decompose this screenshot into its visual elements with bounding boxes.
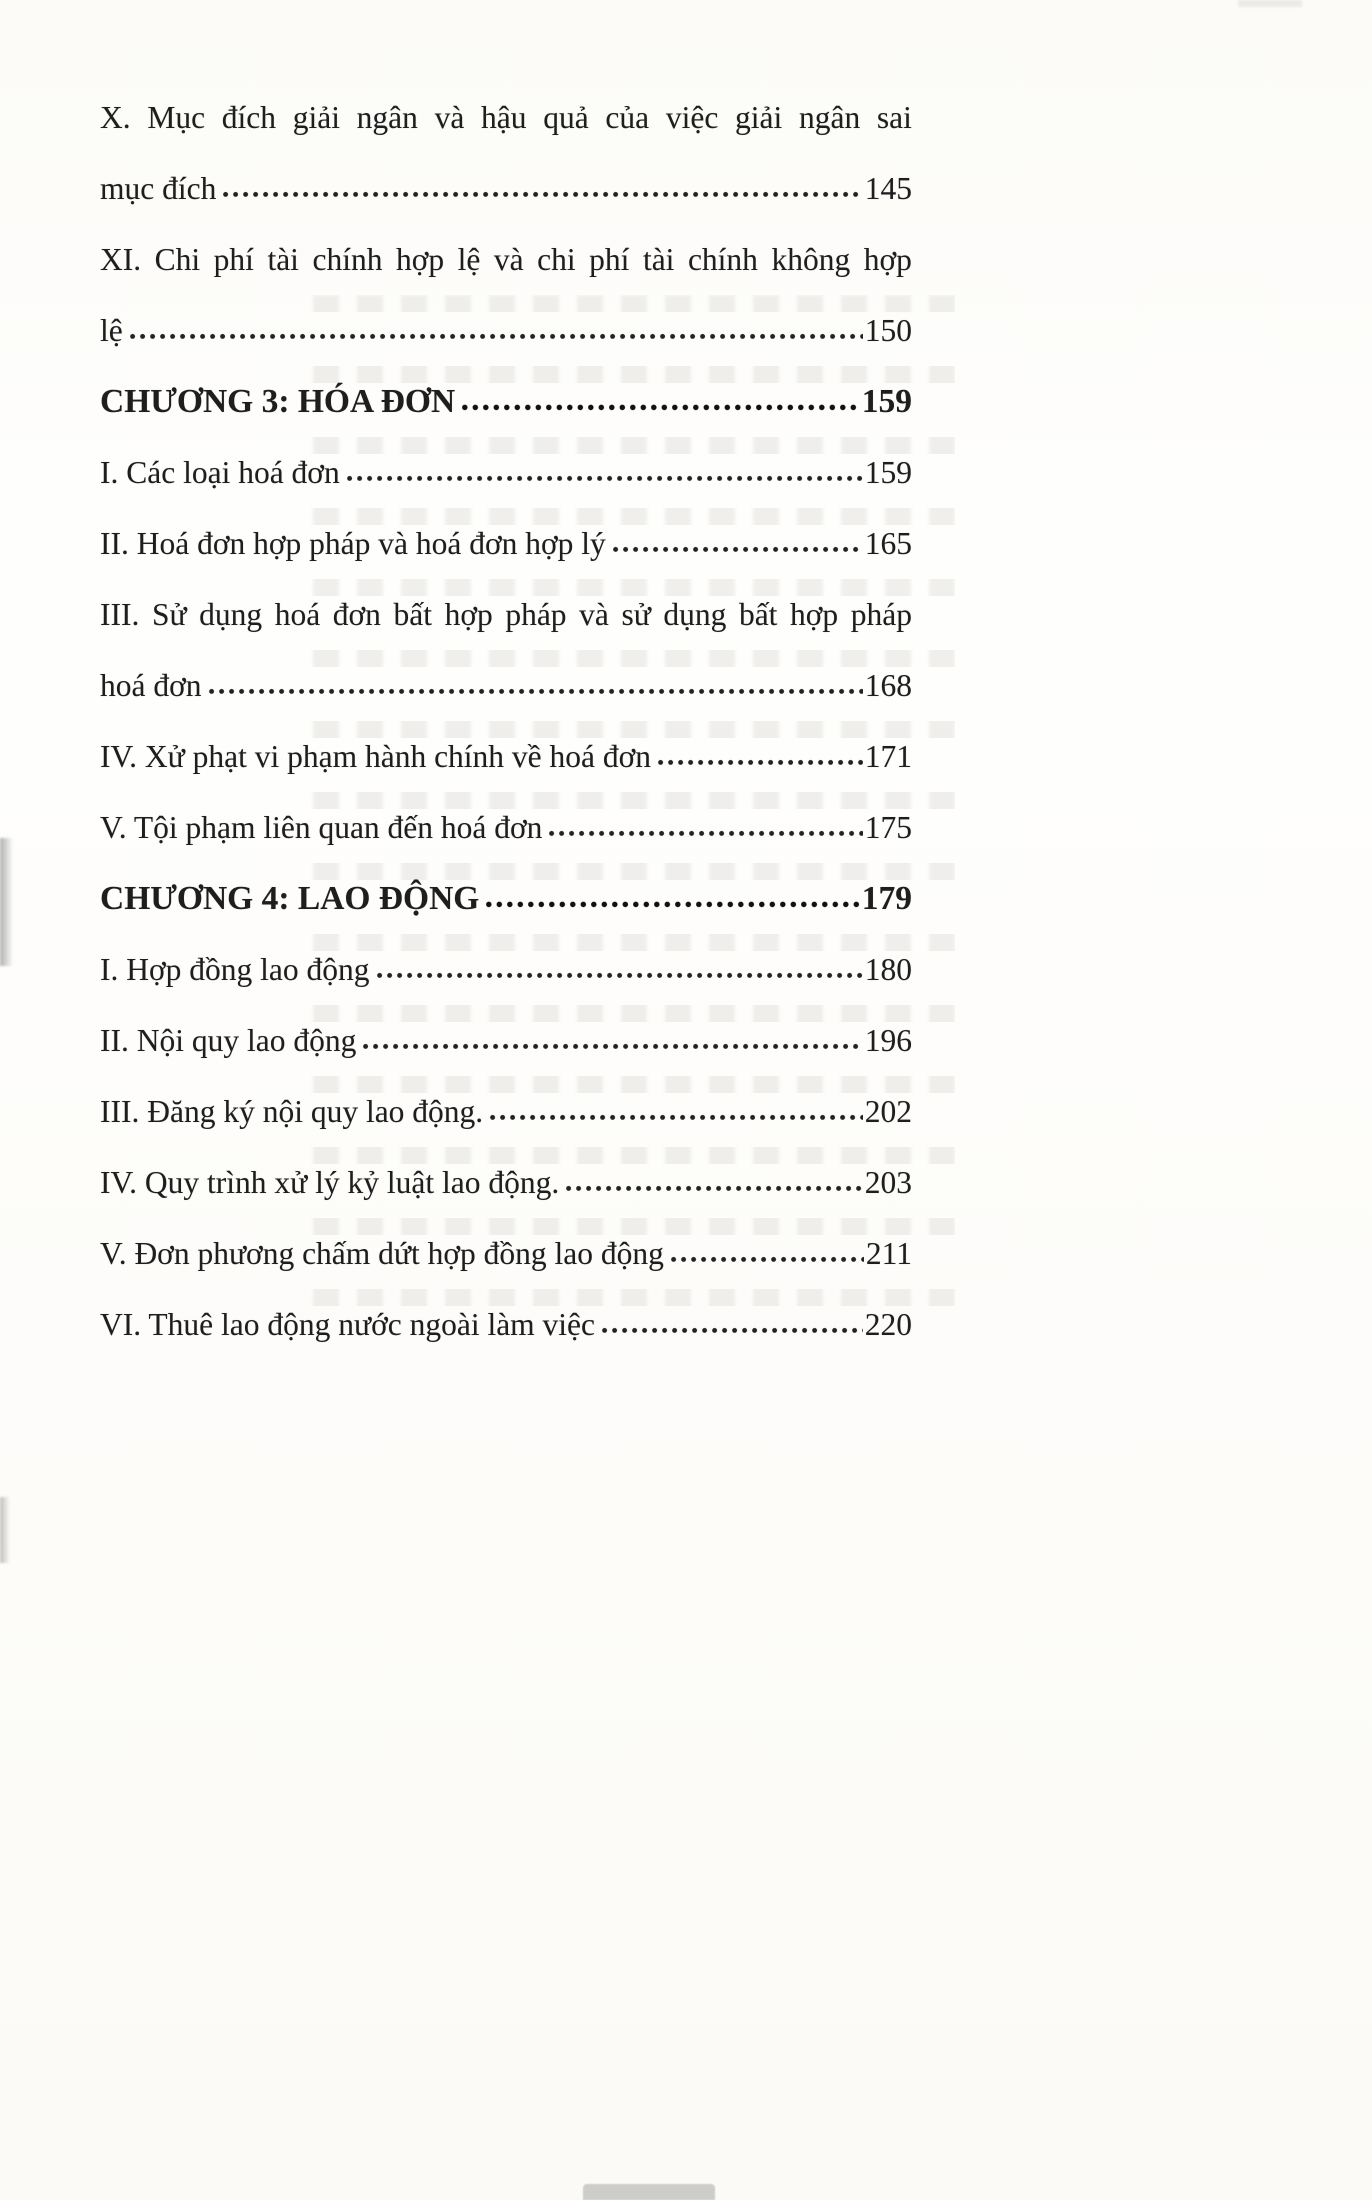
toc-line bbox=[100, 1218, 912, 1289]
toc-line bbox=[100, 1005, 912, 1076]
toc-entry-text: II. Nội quy lao động bbox=[100, 1023, 357, 1058]
toc-page-number: 165 bbox=[864, 526, 912, 561]
toc-line bbox=[100, 863, 912, 934]
toc-page-number: 196 bbox=[864, 1023, 912, 1058]
toc-page-number: 150 bbox=[864, 313, 912, 348]
toc-word: Chi bbox=[154, 242, 201, 277]
toc-entry-text: II. Hoá đơn hợp pháp và hoá đơn hợp lý bbox=[100, 526, 606, 561]
toc-entry-text bbox=[100, 579, 912, 650]
scan-bottom-artifact bbox=[583, 2184, 715, 2200]
toc-line bbox=[100, 721, 912, 792]
toc-word: giải bbox=[292, 100, 340, 135]
toc-line bbox=[100, 792, 912, 863]
toc-line bbox=[100, 437, 912, 508]
toc-word: bất bbox=[393, 597, 432, 632]
toc-line bbox=[100, 1076, 912, 1147]
toc-page-number: 179 bbox=[861, 880, 912, 917]
toc-word: hợp bbox=[790, 597, 839, 632]
toc-entry-text: IV. Quy trình xử lý kỷ luật lao động. bbox=[100, 1165, 560, 1200]
toc-word: giải bbox=[735, 100, 783, 135]
toc-word: lệ bbox=[457, 242, 481, 277]
toc-entry-text: CHƯƠNG 4: LAO ĐỘNG bbox=[100, 880, 480, 917]
toc-entry-text: I. Hợp đồng lao động bbox=[100, 952, 370, 987]
toc-word: chính bbox=[687, 242, 758, 277]
toc-word: tài bbox=[642, 242, 675, 277]
toc-line bbox=[100, 579, 912, 650]
toc-line bbox=[100, 1289, 912, 1360]
toc bbox=[100, 82, 912, 1360]
toc-word: sai bbox=[876, 100, 912, 135]
toc-word: Mục bbox=[147, 100, 206, 135]
toc-entry-text: VI. Thuê lao động nước ngoài làm việc bbox=[100, 1307, 596, 1342]
scan-edge-smudge bbox=[0, 1497, 10, 1563]
toc-page-number: 168 bbox=[864, 668, 912, 703]
toc-line bbox=[100, 153, 912, 224]
toc-word: quả bbox=[543, 100, 589, 135]
toc-word: tài bbox=[267, 242, 299, 277]
toc-dot-leader bbox=[490, 1113, 863, 1122]
toc-entry-text: III. Đăng ký nội quy lao động. bbox=[100, 1094, 484, 1129]
toc-entry-text: V. Tội phạm liên quan đến hoá đơn bbox=[100, 810, 543, 845]
toc-page-number: 159 bbox=[864, 455, 912, 490]
toc-line bbox=[100, 295, 912, 366]
toc-page-number: 171 bbox=[864, 739, 912, 774]
toc-page-number: 180 bbox=[864, 952, 912, 987]
toc-word: phí bbox=[589, 242, 630, 277]
toc-entry-text bbox=[100, 82, 912, 153]
toc-word: Sử bbox=[151, 597, 187, 632]
toc-page-number: 159 bbox=[861, 383, 912, 420]
toc-line bbox=[100, 1147, 912, 1218]
toc-word: sử bbox=[621, 597, 651, 632]
toc-word: đơn bbox=[332, 597, 381, 632]
toc-word: dụng bbox=[199, 597, 263, 632]
toc-dot-leader bbox=[130, 332, 863, 341]
toc-word: việc bbox=[665, 100, 719, 135]
toc-dot-leader bbox=[347, 474, 863, 483]
toc-page-number: 203 bbox=[864, 1165, 912, 1200]
toc-word: pháp bbox=[505, 597, 567, 632]
toc-entry-text: I. Các loại hoá đơn bbox=[100, 455, 340, 490]
toc-line bbox=[100, 82, 912, 153]
toc-line bbox=[100, 224, 912, 295]
toc-word: đích bbox=[221, 100, 277, 135]
toc-word: pháp bbox=[850, 597, 912, 632]
toc-dot-leader bbox=[486, 900, 859, 909]
toc-dot-leader bbox=[223, 190, 862, 199]
toc-word: ngân bbox=[356, 100, 418, 135]
toc-dot-leader bbox=[602, 1326, 863, 1335]
toc-line bbox=[100, 650, 912, 721]
toc-word: bất bbox=[738, 597, 778, 632]
toc-entry-text: hoá đơn bbox=[100, 668, 202, 703]
toc-word: chi bbox=[537, 242, 576, 277]
toc-dot-leader bbox=[566, 1184, 863, 1193]
toc-page-number: 211 bbox=[865, 1236, 912, 1271]
toc-word: X. bbox=[100, 100, 131, 135]
toc-page-number: 220 bbox=[864, 1307, 912, 1342]
toc-word: và bbox=[579, 597, 609, 632]
toc-dot-leader bbox=[613, 545, 863, 554]
toc-word: và bbox=[493, 242, 524, 277]
toc-dot-leader bbox=[671, 1255, 864, 1264]
toc-word: hợp bbox=[444, 597, 493, 632]
toc-word: hoá bbox=[274, 597, 321, 632]
toc-dot-leader bbox=[363, 1042, 862, 1051]
toc-word: III. bbox=[100, 597, 140, 632]
toc-page-number: 202 bbox=[864, 1094, 912, 1129]
scan-edge-smudge bbox=[0, 838, 13, 966]
toc-line bbox=[100, 934, 912, 1005]
toc-word: chính bbox=[312, 242, 383, 277]
toc-dot-leader bbox=[377, 971, 863, 980]
toc-word: hợp bbox=[395, 242, 445, 277]
toc-entry-text: CHƯƠNG 3: HÓA ĐƠN bbox=[100, 383, 456, 420]
toc-word: XI. bbox=[100, 242, 142, 277]
toc-word: và bbox=[434, 100, 465, 135]
toc-word: phí bbox=[213, 242, 254, 277]
toc-dot-leader bbox=[658, 758, 863, 767]
toc-word: không bbox=[771, 242, 851, 277]
toc-word: dụng bbox=[663, 597, 727, 632]
toc-line bbox=[100, 508, 912, 579]
toc-entry-text bbox=[100, 224, 912, 295]
toc-page-number: 175 bbox=[864, 810, 912, 845]
toc-entry-text: IV. Xử phạt vi phạm hành chính về hoá đơn bbox=[100, 739, 652, 774]
scan-top-artifact bbox=[1238, 0, 1302, 7]
toc-entry-text: V. Đơn phương chấm dứt hợp đồng lao động bbox=[100, 1236, 664, 1271]
toc-word: ngân bbox=[798, 100, 861, 135]
toc-dot-leader bbox=[462, 403, 860, 412]
toc-dot-leader bbox=[209, 687, 863, 696]
toc-page-number: 145 bbox=[864, 171, 912, 206]
toc-line bbox=[100, 366, 912, 437]
toc-entry-text: mục đích bbox=[100, 171, 217, 206]
toc-dot-leader bbox=[549, 829, 862, 838]
toc-word: hậu bbox=[481, 100, 527, 135]
toc-word: hợp bbox=[863, 242, 912, 277]
toc-word: của bbox=[605, 100, 650, 135]
toc-entry-text: lệ bbox=[100, 313, 123, 348]
